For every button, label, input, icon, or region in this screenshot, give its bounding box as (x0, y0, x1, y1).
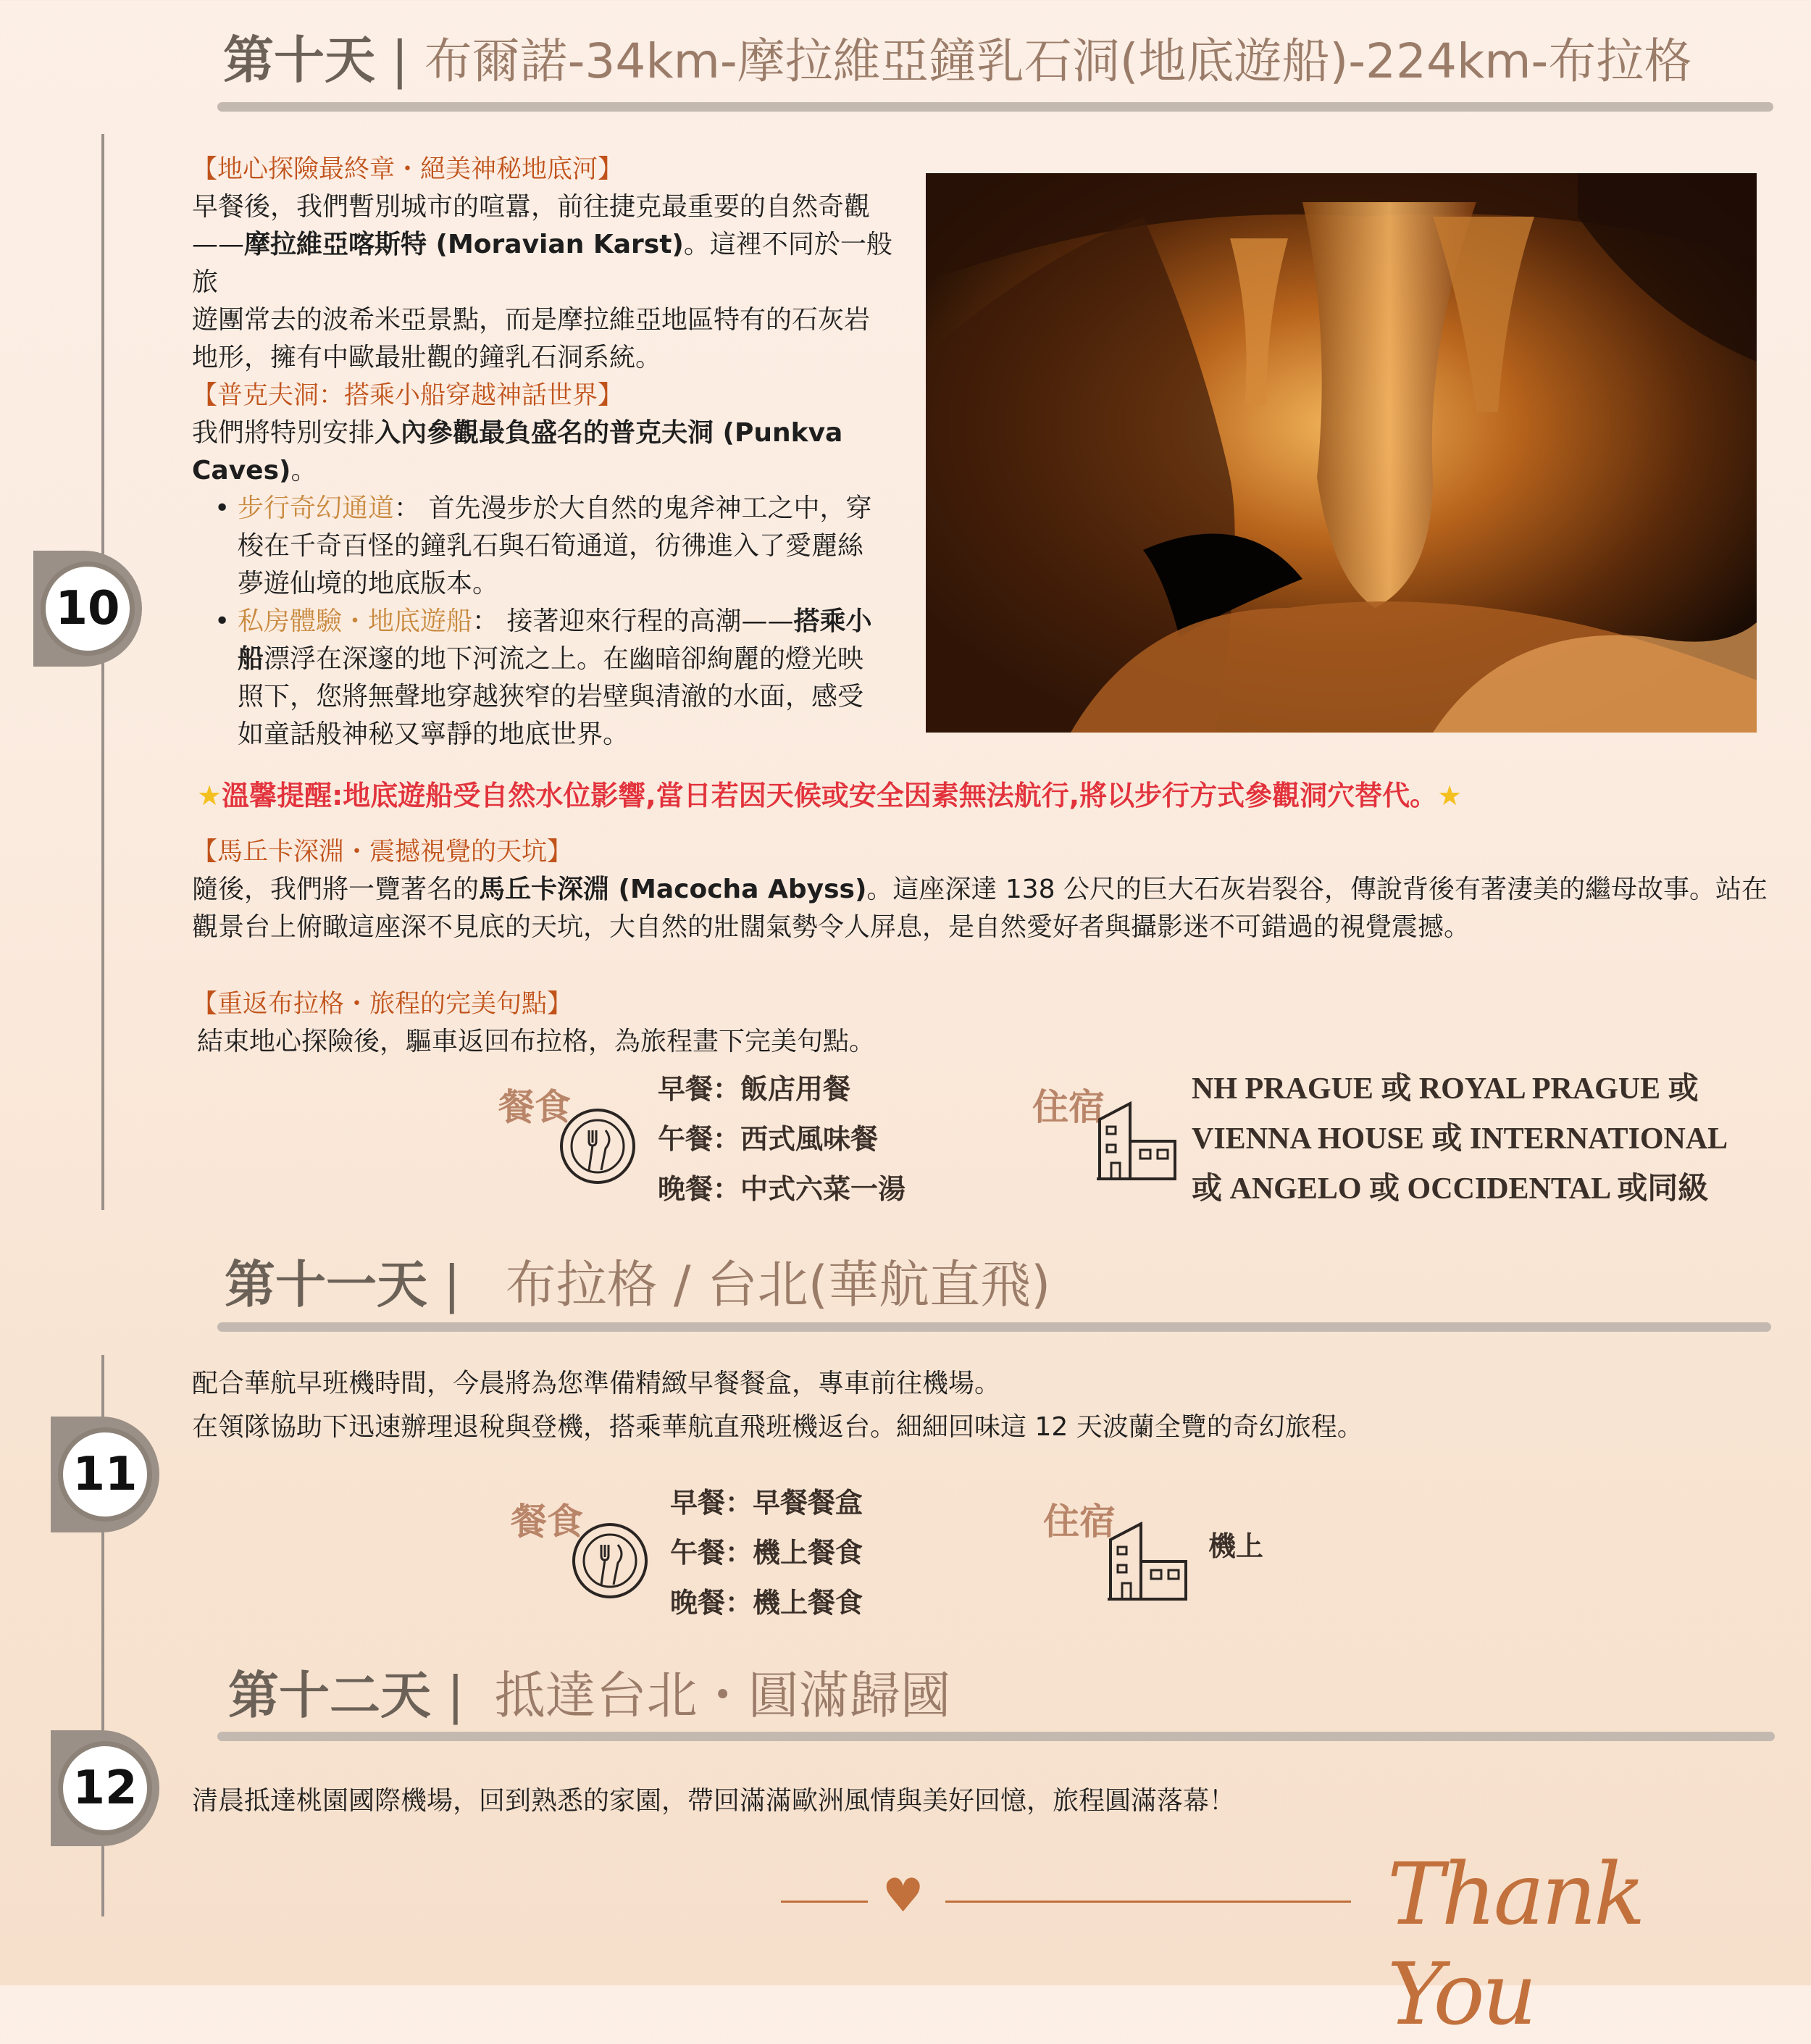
day11-meal-breakfast: 早餐：早餐餐盒 (670, 1486, 863, 1519)
text: 隨後，我們將一覽著名的 (192, 875, 480, 904)
highlight-punkva: 入內參觀最負盛名的普克夫洞 (Punkva (375, 418, 843, 448)
day10-section4-body: 結束地心探險後，驅車返回布拉格，為旅程畫下完美句點。 (197, 1027, 876, 1056)
title-separator: | (447, 1666, 464, 1725)
text: 。這裡不同於一般旅 (192, 230, 892, 297)
highlight-caves: Caves) (192, 456, 291, 485)
day10-title-bar (217, 102, 1773, 112)
highlight-moravian-karst: 摩拉維亞喀斯特 (Moravian Karst) (244, 230, 684, 259)
paragraph-line (192, 452, 909, 490)
text: 。這座深達 138 公尺的巨大石灰岩裂谷，傳說背後有著淒美的繼母故事。站在 (866, 875, 1768, 904)
day11-hotel-label: 住宿 (1043, 1501, 1116, 1543)
day10-badge-number: 10 (41, 562, 135, 656)
bullet-line: 夢遊仙境的地底版本。 (238, 569, 499, 598)
footer-divider-right (945, 1901, 1351, 1903)
bullet-line (238, 603, 911, 641)
bullet-line: 梭在千奇百怪的鐘乳石與石筍通道，彷彿進入了愛麗絲 (238, 531, 864, 561)
bullet-dot-icon: • (214, 606, 230, 636)
paragraph-line: 早餐後，我們暫別城市的喧囂，前往捷克最重要的自然奇觀 (192, 192, 871, 222)
day11-badge-number: 11 (58, 1427, 152, 1522)
day11-title-number: 第十一天 (225, 1255, 427, 1314)
paragraph-line: 遊團常去的波希米亞景點，而是摩拉維亞地區特有的石灰岩 (192, 305, 871, 335)
day10-title-route: 布爾諾-34km-摩拉維亞鐘乳石洞(地底遊船)-224km-布拉格 (424, 33, 1692, 89)
highlight-macocha: 馬丘卡深淵 (Macocha Abyss) (479, 875, 867, 904)
house-icon (1105, 1518, 1192, 1601)
day10-hotel-line1: NH PRAGUE 或 ROYAL PRAGUE 或 (1192, 1072, 1699, 1106)
day10-section1-body (192, 188, 909, 377)
day10-meal-dinner: 晚餐：中式六菜一湯 (658, 1172, 906, 1205)
timeline-line (101, 134, 104, 1210)
highlight-boat-end: 船 (238, 644, 264, 674)
paragraph-line: 在領隊協助下迅速辦理退稅與登機，搭乘華航直飛班機返台。細細回味這 12 天波蘭全覽的奇幻旅程。 (192, 1412, 1363, 1442)
day11-body (192, 1362, 1363, 1449)
day10-badge (33, 551, 149, 667)
day11-meal-label: 餐食 (511, 1501, 583, 1543)
day10-hotel-line3: 或 ANGELO 或 OCCIDENTAL 或同級 (1192, 1172, 1709, 1206)
day10-title-number: 第十天 (223, 30, 375, 90)
text: 漂浮在深邃的地下河流之上。在幽暗卻絢麗的燈光映 (264, 644, 864, 674)
day10-title (223, 30, 1692, 90)
warning-note (197, 777, 1462, 814)
title-separator: | (443, 1255, 461, 1314)
day12-badge-number: 12 (58, 1741, 152, 1835)
footer-divider-left (781, 1901, 868, 1903)
warning-text: 溫馨提醒:地底遊船受自然水位影響,當日若因天候或安全因素無法航行,將以步行方式參觀洞穴替代。 (222, 780, 1438, 812)
day12-badge (51, 1730, 167, 1846)
thank-you-signature: Thank You (1387, 1844, 1643, 2044)
day10-meal-breakfast: 早餐：飯店用餐 (658, 1072, 851, 1105)
paragraph-line: 觀景台上俯瞰這座深不見底的天坑，大自然的壯闊氣勢令人屏息，是自然愛好者與攝影迷不可錯過的視覺震撼。 (192, 912, 1471, 942)
title-separator: | (391, 30, 409, 90)
bullet-walking-passage (214, 490, 911, 603)
day10-section3-heading: 【馬丘卡深淵・震撼視覺的天坑】 (192, 838, 573, 867)
day12-title-route: 抵達台北・圓滿歸國 (494, 1666, 951, 1725)
paragraph-line (192, 226, 909, 301)
text: ： 首先漫步於大自然的鬼斧神工之中，穿 (394, 493, 872, 523)
day10-section4-heading: 【重返布拉格・旅程的完美句點】 (192, 990, 573, 1019)
bullet-highlight: 步行奇幻通道 (238, 493, 395, 523)
star-icon: ★ (1437, 780, 1463, 812)
text: ： 接著迎來行程的高潮—— (472, 606, 794, 636)
bullet-line: 如童話般神秘又寧靜的地底世界。 (238, 719, 630, 749)
bullet-dot-icon: • (214, 493, 230, 523)
cave-photo (926, 173, 1757, 733)
plate-utensils-icon (556, 1105, 640, 1188)
dash: —— (192, 230, 244, 259)
highlight-boat: 搭乘小 (793, 606, 872, 636)
day11-meal-lunch: 午餐：機上餐食 (670, 1536, 863, 1569)
bullet-line (238, 490, 911, 527)
day12-title (228, 1666, 951, 1725)
bullet-underground-boat (214, 603, 911, 754)
day11-title-bar (217, 1322, 1771, 1332)
day11-badge (51, 1417, 167, 1532)
paragraph-line: 地形，擁有中歐最壯觀的鐘乳石洞系統。 (192, 343, 662, 372)
paragraph-line (192, 871, 1786, 909)
bullet-line (238, 641, 911, 678)
day11-title-route: 布拉格 / 台北(華航直飛) (505, 1255, 1051, 1314)
day12-title-number: 第十二天 (228, 1666, 431, 1725)
day10-hotel-label: 住宿 (1032, 1086, 1105, 1128)
cave-photo-image (926, 173, 1757, 733)
day11-hotel-value: 機上 (1208, 1530, 1264, 1562)
day12-title-bar (217, 1732, 1775, 1741)
paragraph-line: 配合華航早班機時間，今晨將為您準備精緻早餐餐盒，專車前往機場。 (192, 1369, 1001, 1398)
day10-section2-body (192, 414, 909, 490)
bullet-line: 照下，您將無聲地穿越狹窄的岩壁與清澈的水面，感受 (238, 682, 864, 712)
house-icon (1094, 1098, 1181, 1181)
paragraph-line (192, 414, 909, 452)
day10-section1-heading: 【地心探險最終章・絕美神秘地底河】 (192, 155, 624, 184)
text: 。 (290, 456, 317, 485)
day10-section2-heading: 【普克夫洞：搭乘小船穿越神話世界】 (192, 381, 624, 410)
day10-hotel-line2: VIENNA HOUSE 或 INTERNATIONAL (1192, 1122, 1728, 1156)
day12-body: 清晨抵達桃園國際機場，回到熟悉的家園，帶回滿滿歐洲風情與美好回憶，旅程圓滿落幕！ (192, 1786, 1236, 1816)
day11-meal-dinner: 晚餐：機上餐食 (670, 1586, 863, 1619)
day10-section3-body (192, 871, 1786, 946)
day11-title (225, 1255, 1051, 1314)
plate-utensils-icon (569, 1519, 652, 1603)
day10-meal-lunch: 午餐：西式風味餐 (658, 1122, 879, 1155)
text: 我們將特別安排 (192, 418, 375, 448)
bullet-highlight: 私房體驗・地底遊船 (238, 606, 473, 636)
heart-icon: ♥ (882, 1869, 924, 1923)
day10-meal-label: 餐食 (498, 1086, 571, 1128)
star-icon: ★ (197, 780, 222, 812)
